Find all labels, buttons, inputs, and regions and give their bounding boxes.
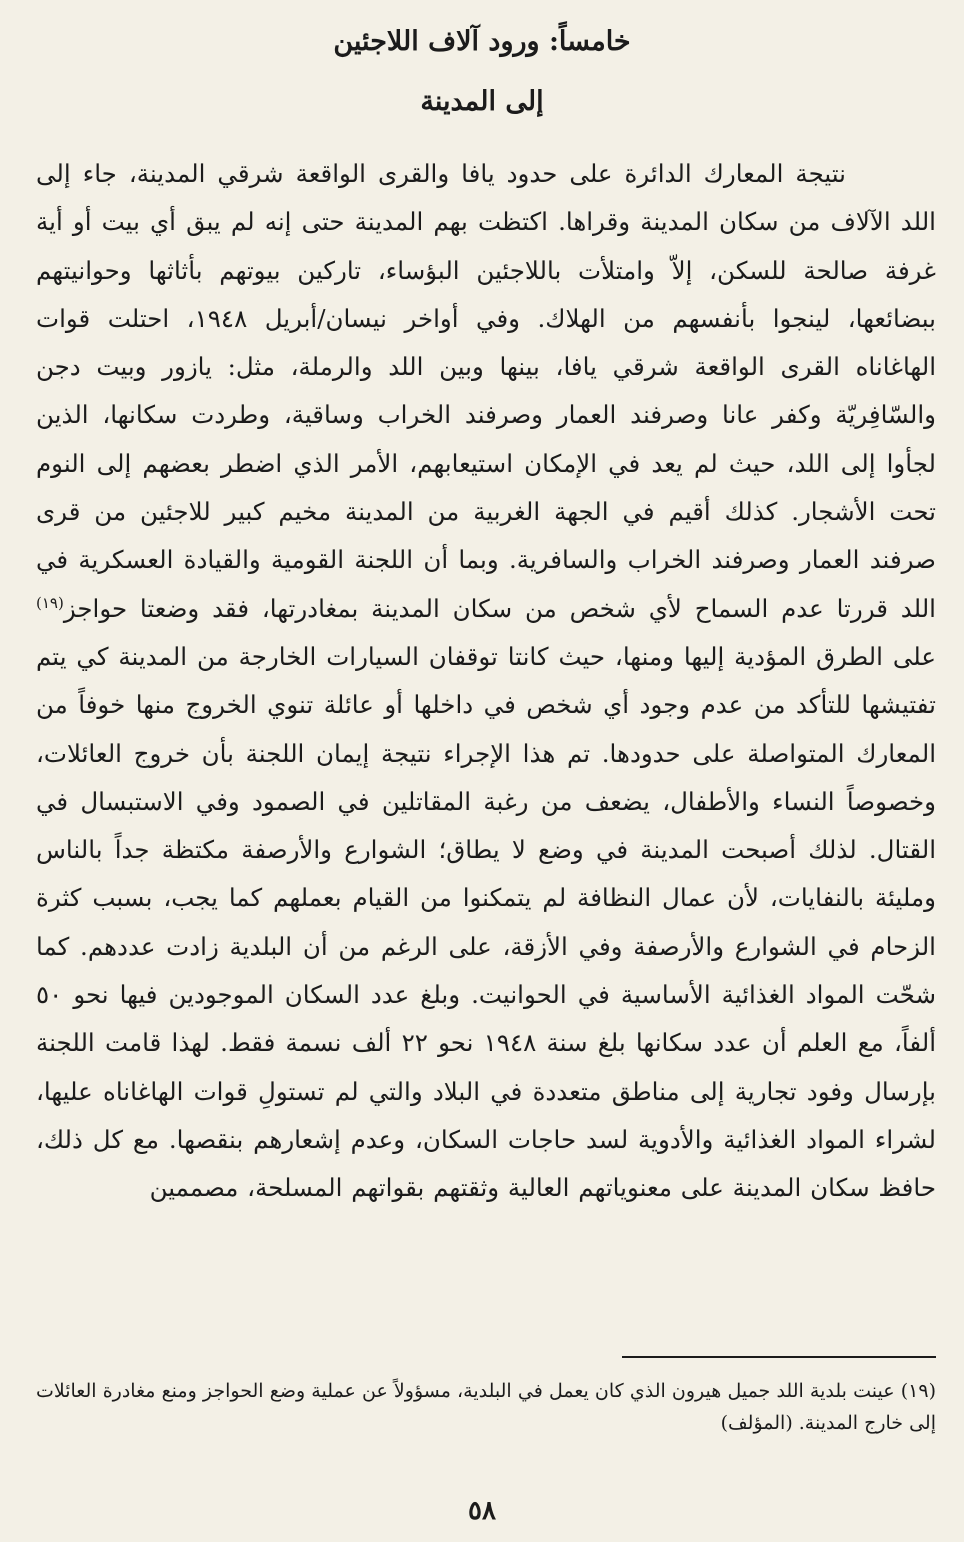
body-text-before-reference: نتيجة المعارك الدائرة على حدود يافا والقرى الواقعة شرقي المدينة، جاء إلى اللد الآلاف من سكان المدينة وقراها. اكتظت بهم المدينة حتى إنه لم يبق أي بيت أو أية غرفة صالحة للسكن، إلاّ وامتلأت باللاجئين البؤساء، تاركين بيوتهم بأثاثها وحوانيتهم ببضائعها، لينجوا بأنفسهم من الهلاك. وفي أواخر نيسان/أبريل ١٩٤٨، احتلت قوات الهاغاناه القرى الواقعة شرقي يافا، بينها وبين اللد والرملة، مثل: يازور وبيت دجن والسّافِريّة وكفر عانا وصرفند العمار وصرفند الخراب وساقية، وطردت سكانها، الذين لجأوا إلى اللد، حيث لم يعد في الإمكان استيعابهم، الأمر الذي اضطر بعضهم إلى النوم تحت الأشجار. كذلك أقيم في الجهة الغربية من المدينة مخيم كبير للاجئين من قرى صرفند العمار وصرفند الخراب والسافرية. وبما أن اللجنة القومية والقيادة العسكرية في اللد قررتا عدم السماح لأي شخص من سكان المدينة بمغادرتها، فقد وضعتا حواجز bbox=[36, 159, 936, 623]
footnote-divider bbox=[622, 1356, 936, 1358]
body-text-after-reference: على الطرق المؤدية إليها ومنها، حيث كانتا توقفان السيارات الخارجة من المدينة كي يتم تفتيشها للتأكد من عدم وجود أي شخص في داخلها أو عائلة تنوي الخروج منها خوفاً من المعارك المتواصلة على حدودها. تم هذا الإجراء نتيجة إيمان اللجنة بأن خروج العائلات، وخصوصاً النساء والأطفال، يضعف من رغبة المقاتلين في الصمود وفي الاستبسال في القتال. لذلك أصبحت المدينة في وضع لا يطاق؛ الشوارع والأرصفة مكتظة جداً بالناس ومليئة بالنفايات، لأن عمال النظافة لم يتمكنوا من القيام بعملهم كما يجب، بسبب كثرة الزحام في الشوارع والأرصفة وفي الأزقة، على الرغم من أن البلدية زادت عددهم. كما شحّت المواد الغذائية الأساسية في الحوانيت. وبلغ عدد السكان الموجودين فيها نحو ٥٠ ألفاً، مع العلم أن عدد سكانها بلغ سنة ١٩٤٨ نحو ٢٢ ألف نسمة فقط. لهذا قامت اللجنة بإرسال وفود تجارية إلى مناطق متعددة في البلاد والتي لم تستولِ قوات الهاغاناه عليها، لشراء المواد الغذائية والأدوية لسد حاجات السكان، وعدم إشعارهم بنقصها. مع كل ذلك، حافظ سكان المدينة على معنوياتهم العالية وثقتهم بقواتهم المسلحة، مصممين bbox=[36, 641, 937, 1203]
section-heading: خامساً: ورود آلاف اللاجئين bbox=[333, 26, 631, 57]
page-number: ٥٨ bbox=[468, 1496, 496, 1526]
body-text bbox=[36, 150, 936, 1213]
footnote: (١٩) عينت بلدية اللد جميل هيرون الذي كان يعمل في البلدية، مسؤولاً عن عملية وضع الحواجز ومنع مغادرة العائلات إلى خارج المدينة. (المؤلف) bbox=[36, 1380, 936, 1434]
section-subheading: إلى المدينة bbox=[420, 86, 544, 117]
footnote-reference: (١٩) bbox=[36, 593, 64, 612]
body-paragraph bbox=[36, 150, 936, 1213]
